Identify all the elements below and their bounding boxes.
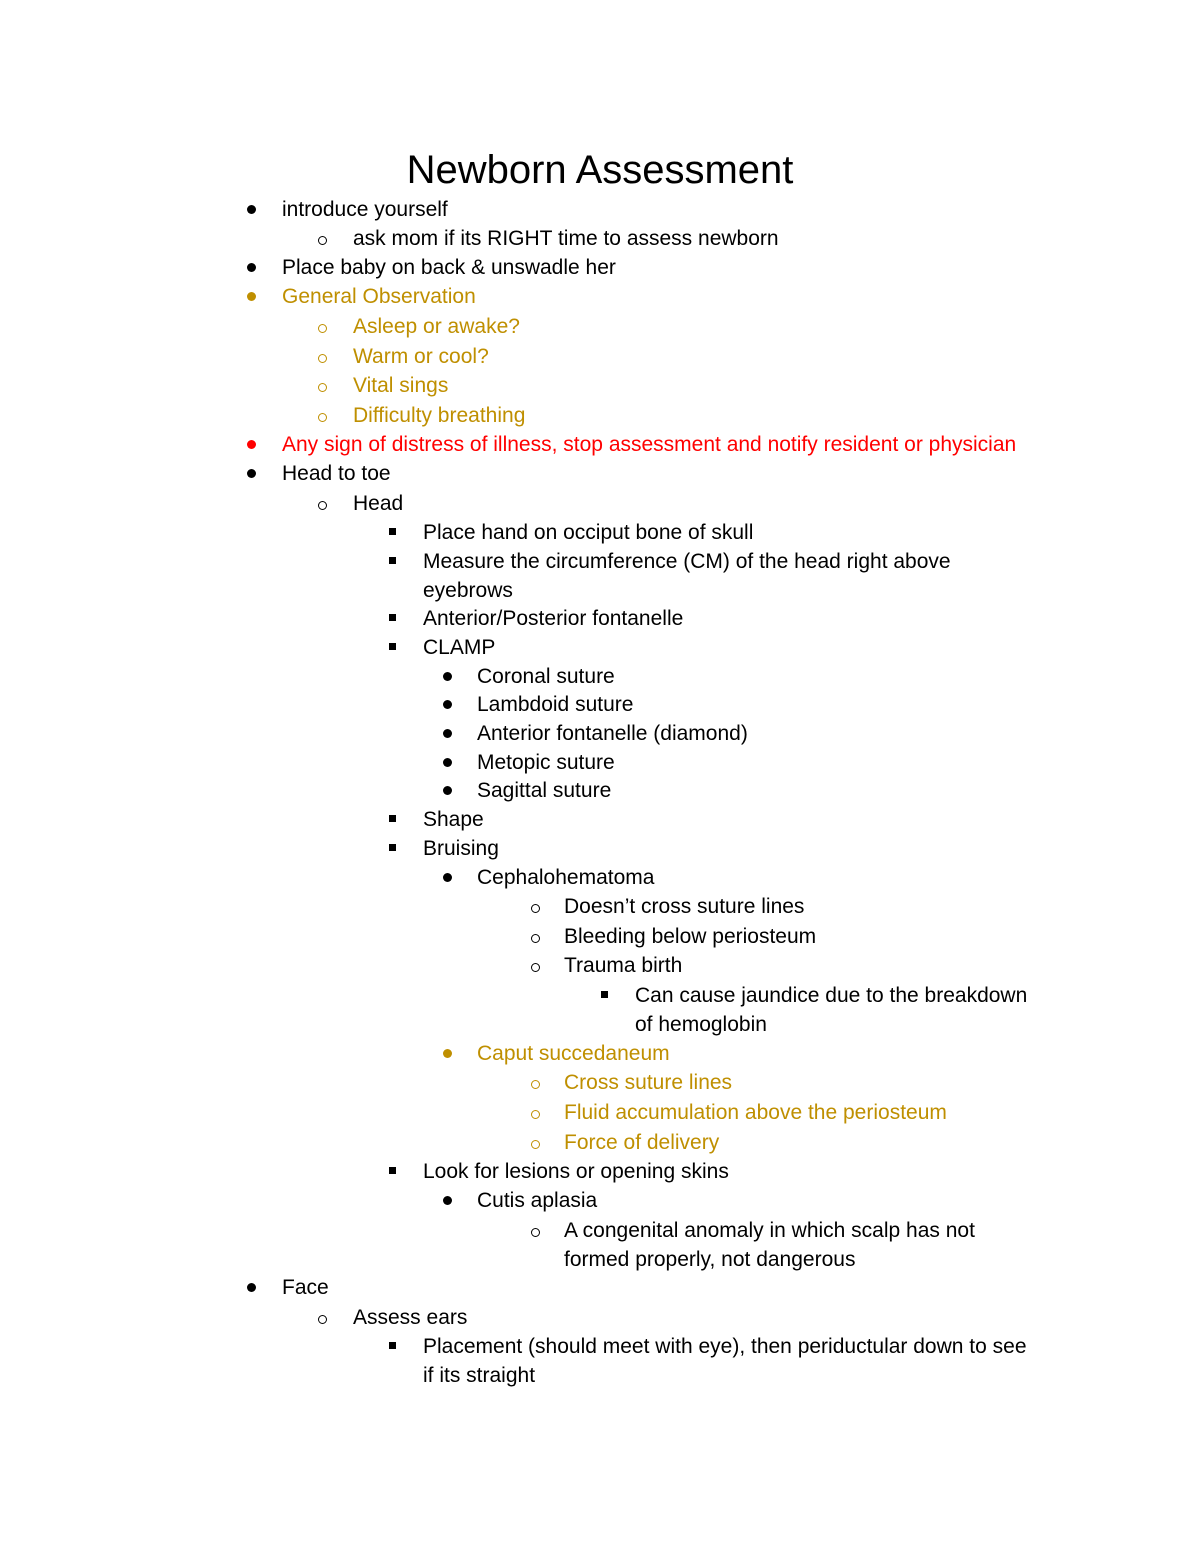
list-item: Shape xyxy=(423,808,484,831)
list-item: Sagittal suture xyxy=(477,779,612,802)
bullet-disc xyxy=(247,1283,256,1292)
list-item: Difficulty breathing xyxy=(353,404,526,427)
list-item: Fluid accumulation above the periosteum xyxy=(564,1101,947,1124)
list-item: General Observation xyxy=(282,285,476,308)
bullet-square xyxy=(389,528,396,535)
bullet-circle xyxy=(531,904,540,913)
bullet-circle xyxy=(531,1110,540,1119)
bullet-square xyxy=(389,614,396,621)
bullet-circle xyxy=(318,236,327,245)
bullet-circle xyxy=(531,1080,540,1089)
list-item: Warm or cool? xyxy=(353,345,489,368)
list-item: Look for lesions or opening skins xyxy=(423,1160,729,1183)
list-item: ask mom if its RIGHT time to assess newborn xyxy=(353,227,779,250)
bullet-square xyxy=(389,815,396,822)
bullet-disc xyxy=(443,1049,452,1058)
bullet-disc xyxy=(247,205,256,214)
list-item: Place baby on back & unswadle her xyxy=(282,256,616,279)
bullet-disc xyxy=(247,440,256,449)
bullet-disc xyxy=(443,729,452,738)
list-item: CLAMP xyxy=(423,636,496,659)
bullet-disc xyxy=(443,672,452,681)
bullet-disc xyxy=(247,263,256,272)
list-item: Placement (should meet with eye), then periductular down to see xyxy=(423,1335,1027,1358)
list-item: Vital sings xyxy=(353,374,449,397)
bullet-circle xyxy=(318,354,327,363)
list-item: Head xyxy=(353,492,404,515)
list-item: Anterior/Posterior fontanelle xyxy=(423,607,684,630)
list-item: Coronal suture xyxy=(477,665,615,688)
list-item: Force of delivery xyxy=(564,1131,720,1154)
bullet-disc xyxy=(443,873,452,882)
list-item: Metopic suture xyxy=(477,751,615,774)
list-item-continuation: if its straight xyxy=(423,1364,536,1387)
bullet-circle xyxy=(318,501,327,510)
bullet-square xyxy=(389,643,396,650)
list-item: Asleep or awake? xyxy=(353,315,520,338)
bullet-circle xyxy=(318,383,327,392)
list-item-continuation: of hemoglobin xyxy=(635,1013,767,1036)
list-item-continuation: eyebrows xyxy=(423,579,513,602)
list-item: Can cause jaundice due to the breakdown xyxy=(635,984,1028,1007)
bullet-circle xyxy=(531,1140,540,1149)
bullet-disc xyxy=(443,758,452,767)
bullet-square xyxy=(601,991,608,998)
list-item: Cutis aplasia xyxy=(477,1189,598,1212)
list-item: Doesn’t cross suture lines xyxy=(564,895,805,918)
bullet-square xyxy=(389,844,396,851)
list-item: Place hand on occiput bone of skull xyxy=(423,521,754,544)
list-item: Face xyxy=(282,1276,329,1299)
bullet-square xyxy=(389,1342,396,1349)
list-item: Cephalohematoma xyxy=(477,866,655,889)
page-title: Newborn Assessment xyxy=(406,148,794,192)
bullet-circle xyxy=(531,1228,540,1237)
list-item: Assess ears xyxy=(353,1306,468,1329)
bullet-disc xyxy=(247,469,256,478)
bullet-circle xyxy=(531,934,540,943)
bullet-circle xyxy=(318,324,327,333)
list-item: Caput succedaneum xyxy=(477,1042,670,1065)
list-item: Measure the circumference (CM) of the head right above xyxy=(423,550,951,573)
list-item: Anterior fontanelle (diamond) xyxy=(477,722,748,745)
bullet-circle xyxy=(318,1315,327,1324)
bullet-circle xyxy=(318,413,327,422)
list-item: Head to toe xyxy=(282,462,391,485)
list-item: Trauma birth xyxy=(564,954,683,977)
warning-item: Any sign of distress of illness, stop assessment and notify resident or physician xyxy=(282,433,1017,456)
list-item: Lambdoid suture xyxy=(477,693,634,716)
bullet-square xyxy=(389,1167,396,1174)
bullet-disc xyxy=(247,292,256,301)
bullet-disc xyxy=(443,1196,452,1205)
list-item: Bleeding below periosteum xyxy=(564,925,817,948)
list-item: A congenital anomaly in which scalp has not xyxy=(564,1219,975,1242)
list-item: Bruising xyxy=(423,837,499,860)
bullet-disc xyxy=(443,700,452,709)
bullet-circle xyxy=(531,963,540,972)
bullet-disc xyxy=(443,786,452,795)
list-item: introduce yourself xyxy=(282,198,448,221)
list-item: Cross suture lines xyxy=(564,1071,733,1094)
bullet-square xyxy=(389,557,396,564)
list-item-continuation: formed properly, not dangerous xyxy=(564,1248,856,1271)
